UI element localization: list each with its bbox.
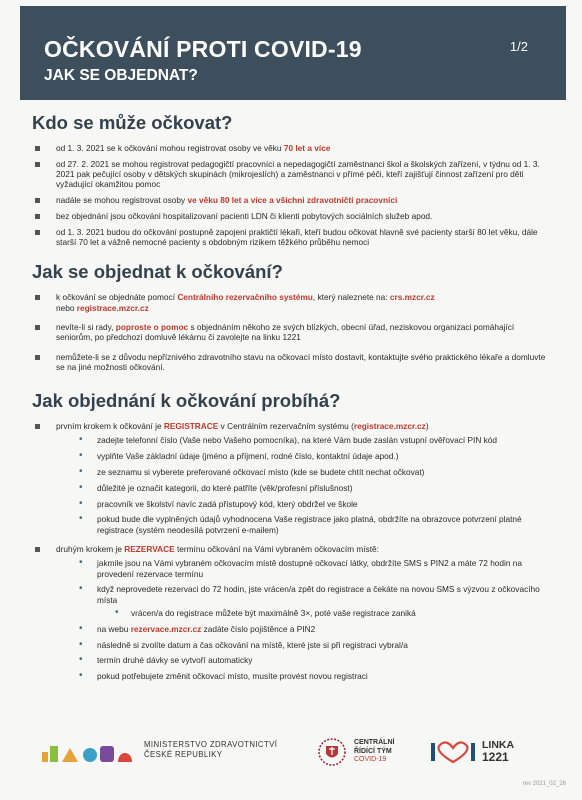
linka-number: 1221 [482, 750, 509, 764]
sub-item: • na webu rezervace.mzcr.cz zadáte číslo pojištěnce a PIN2 [74, 624, 552, 634]
list-item: k očkování se objednáte pomocí Centrálního rezervačního systému, který naleznete na: crs.mzcr.cz nebo registrace.mzcr.cz [32, 292, 552, 313]
footer [32, 736, 552, 776]
section-heading-who: Kdo se může očkovat? [32, 112, 233, 133]
link-rezervace[interactable]: rezervace.mzcr.cz [130, 623, 202, 634]
revision-label: rev 2021_02_26 [522, 781, 566, 787]
crt-name: CENTRÁLNÍ ŘÍDÍCÍ TÝM COVID-19 [354, 739, 395, 764]
list-item: od 27. 2. 2021 se mohou registrovat pedagogičtí pracovníci a nepedagogičtí zaměstnanci škol a školských zařízení, v týdnu od 1. 3. 2021 pak pečující osoby v dětských skupinách (mikrojeslích) a zaměstnanci v přímé péči, kteří zajišťují činnost zařízení pro děti vyžadující okamžitou pomoc [32, 159, 552, 190]
section-who [32, 112, 552, 247]
list-item: bez objednání jsou očkováni hospitalizovaní pacienti LDN či klienti pobytových sociálních služeb apod. [32, 211, 552, 221]
section-process [32, 390, 552, 681]
step2-subsublist [97, 608, 552, 618]
highlight-registrace: REGISTRACE [163, 421, 219, 432]
sub-item: • následně si zvolíte datum a čas očkování na místě, které jste si při registraci vybral/a [74, 640, 552, 650]
list-item: nemůžete-li se z důvodu nepříznivého zdravotního stavu na očkovací místo dostavit, kontaktujte svého praktického lékaře a domluvte se na jiné možnosti očkování. [32, 352, 552, 373]
sub-item: • důležité je označit kategorii, do které patříte (věk/profesní příslušnost) [74, 483, 552, 493]
list-item-step1: prvním krokem k očkování je REGISTRACE v Centrálním rezervačním systému (registrace.mzcr.cz) • zadejte telefonní číslo (Vaše nebo Vašeho pomocníka), na které Vám bude zaslán vstupní ověřovací PIN kód • vyplňte Vaše základní údaje (jméno a příjmení, rodné číslo, kontaktní údaje apod.) • ze seznamu si vyberete preferované očkovací místo (kde se budete chtít nechat očkovat) • důležité je označit kategorii, do které patříte (věk/profesní příslušnost) • pracovník ve školství navíc zadá přístupový kód, který obdržel ve škole • pokud bude dle vyplněných údajů vyhodnocena Vaše registrace jako platná, obdržíte na obrazovce potvrzení platné registrace (systém neodesílá potvrzení e-mailem) [32, 421, 552, 535]
list-item: od 1. 3. 2021 budou do očkování postupně zapojeni praktičtí lékaři, kteří budou očkovat hlavně své pacienty starší 80 let věku, dále starší 70 let a vážně nemocné pacienty s obdobným rizikem těžkého průběhu nemoci [32, 227, 552, 248]
list-item: nadále se mohou registrovat osoby ve věku 80 let a více a všichni zdravotničtí pracovníci [32, 195, 552, 205]
page-subtitle: JAK SE OBJEDNAT? [44, 67, 198, 84]
process-list [32, 421, 552, 681]
highlight-text: ve věku 80 let a více a všichni zdravotničtí pracovníci [187, 195, 398, 206]
main-content [32, 112, 552, 687]
section-how-to-book [32, 261, 552, 372]
subsub-item: • vrácen/a do registrace můžete být maximálně 3×, poté vaše registrace zaniká [111, 608, 552, 618]
section-heading-how: Jak se objednat k očkování? [32, 261, 283, 283]
list-item: nevíte-li si rady, poproste o pomoc s objednáním někoho ze svých blízkých, obecní úřad, neziskovou organizaci pomáhající seniorům, po předchozí domluvě lékárnu či zavolejte na linku 1221 [32, 322, 552, 343]
linka-label: LINKA 1221 [482, 739, 515, 764]
sub-item: • jakmile jsou na Vámi vybraném očkovacím místě dostupné očkovací látky, obdržíte SMS s PIN2 a máte 72 hodin na provedení rezervace termínu [74, 558, 552, 579]
section-heading-process: Jak objednání k očkování probíhá? [32, 390, 341, 412]
header-banner [20, 6, 566, 100]
page-number: 1/2 [509, 39, 528, 54]
sub-item: • pracovník ve školství navíc zadá přístupový kód, který obdržel ve škole [74, 499, 552, 509]
list-item-step2: druhým krokem je REZERVACE termínu očkování na Vámi vybraném očkovacím místě: • jakmile jsou na Vámi vybraném očkovacím místě dostupné očkovací látky, obdržíte SMS s PIN2 a máte 72 hodin na provedení rezervace termínu • když neprovedete rezervaci do 72 hodin, jste vrácen/a zpět do registrace a čekáte na novou SMS s výzvou z očkovacího místa • vrácen/a do registrace můžete být maximálně 3×, poté vaše registrace zaniká • na webu rezervace.mzcr.cz zadáte číslo pojištěnce a PIN2 • následně si zvolíte datum a čas očkování na místě, které jste si při registraci vybral/a • termín druhé dávky se vytvoří automaticky • pokud potřebujete změnit očkovací místo, musíte provést novou registraci [32, 544, 552, 681]
highlight-text: 70 let a více [283, 143, 331, 153]
link-registrace[interactable]: registrace.mzcr.cz [353, 421, 426, 432]
highlight-text: poproste o pomoc [115, 321, 189, 332]
sub-item: • pokud potřebujete změnit očkovací místo, musíte provést novou registraci [74, 671, 552, 681]
sub-item: • vyplňte Vaše základní údaje (jméno a příjmení, rodné číslo, kontaktní údaje apod.) [74, 451, 552, 461]
link-crs-url[interactable]: crs.mzcr.cz [389, 292, 435, 303]
linka-logo-icon [430, 740, 476, 764]
ministry-logo-icon [40, 740, 138, 766]
link-registrace-url[interactable]: registrace.mzcr.cz [76, 302, 149, 313]
link-crs: Centrálního rezervačního systému [177, 292, 313, 303]
sub-item: • pokud bude dle vyplněných údajů vyhodnocena Vaše registrace jako platná, obdržíte na obrazovce potvrzení platné registrace (systém neodesílá potvrzení e-mailem) [74, 514, 552, 535]
crest-icon [317, 736, 347, 768]
sub-item: • když neprovedete rezervaci do 72 hodin, jste vrácen/a zpět do registrace a čekáte na novou SMS s výzvou z očkovacího místa • vrácen/a do registrace můžete být maximálně 3×, poté vaše registrace zaniká [74, 584, 552, 618]
page-title: OČKOVÁNÍ PROTI COVID-19 [44, 36, 362, 62]
how-list [32, 292, 552, 372]
sub-item: • zadejte telefonní číslo (Vaše nebo Vašeho pomocníka), na které Vám bude zaslán vstupní ověřovací PIN kód [74, 435, 552, 445]
ministry-name: MINISTERSTVO ZDRAVOTNICTVÍ ČESKÉ REPUBLIKY [144, 740, 278, 759]
list-item: od 1. 3. 2021 se k očkování mohou registrovat osoby ve věku 70 let a více [32, 143, 552, 153]
sub-item: • termín druhé dávky se vytvoří automaticky [74, 655, 552, 665]
sub-item: • ze seznamu si vyberete preferované očkovací místo (kde se budete chtít nechat očkovat) [74, 467, 552, 477]
step1-sublist [56, 435, 552, 535]
highlight-rezervace: REZERVACE [124, 544, 175, 555]
who-list [32, 143, 552, 247]
step2-sublist [56, 558, 552, 681]
